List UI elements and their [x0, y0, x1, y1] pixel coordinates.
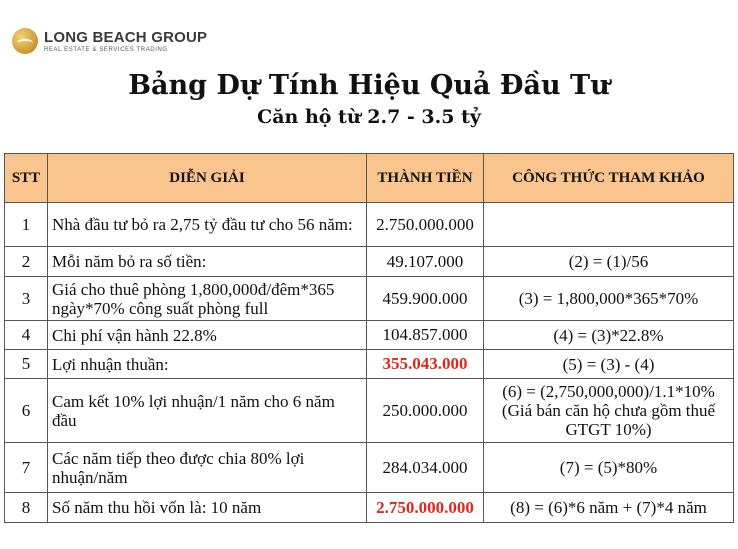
table-row	[5, 379, 734, 443]
row-desc: Cam kết 10% lợi nhuận/1 năm cho 6 năm đầu	[48, 379, 367, 443]
row-formula: (8) = (6)*6 năm + (7)*4 năm	[484, 493, 734, 523]
row-stt: 6	[5, 379, 48, 443]
row-formula: (2) = (1)/56	[484, 247, 734, 277]
row-stt: 1	[5, 203, 48, 247]
row-stt: 4	[5, 321, 48, 350]
row-stt: 7	[5, 443, 48, 493]
table-row	[5, 443, 734, 493]
table-row	[5, 277, 734, 321]
table-row	[5, 321, 734, 350]
row-amount: 2.750.000.000	[367, 203, 484, 247]
row-desc: Số năm thu hồi vốn là: 10 năm	[48, 493, 367, 523]
table-header-row	[5, 154, 734, 203]
row-amount: 104.857.000	[367, 321, 484, 350]
row-amount: 49.107.000	[367, 247, 484, 277]
row-desc: Nhà đầu tư bỏ ra 2,75 tỷ đầu tư cho 56 năm:	[48, 203, 367, 247]
header-formula: CÔNG THỨC THAM KHẢO	[484, 154, 734, 203]
row-formula: (7) = (5)*80%	[484, 443, 734, 493]
row-stt: 5	[5, 350, 48, 379]
row-formula: (4) = (3)*22.8%	[484, 321, 734, 350]
row-desc: Các năm tiếp theo được chia 80% lợi nhuận/năm	[48, 443, 367, 493]
page-subtitle: Căn hộ từ 2.7 - 3.5 tỷ	[257, 106, 481, 128]
header-desc: DIỄN GIẢI	[48, 154, 367, 203]
row-formula: (6) = (2,750,000,000)/1.1*10% (Giá bán căn hộ chưa gồm thuế GTGT 10%)	[484, 379, 734, 443]
row-desc: Mỗi năm bỏ ra số tiền:	[48, 247, 367, 277]
table-row	[5, 203, 734, 247]
row-formula: (5) = (3) - (4)	[484, 350, 734, 379]
header-stt: STT	[5, 154, 48, 203]
row-amount-highlight: 2.750.000.000	[367, 493, 484, 523]
logo-tagline: REAL ESTATE & SERVICES TRADING	[44, 46, 168, 53]
row-formula	[484, 203, 734, 247]
logo	[12, 28, 207, 54]
row-formula: (3) = 1,800,000*365*70%	[484, 277, 734, 321]
page-title: Bảng Dự Tính Hiệu Quả Đầu Tư	[128, 70, 610, 101]
row-amount: 284.034.000	[367, 443, 484, 493]
row-amount: 250.000.000	[367, 379, 484, 443]
row-amount: 459.900.000	[367, 277, 484, 321]
row-stt: 2	[5, 247, 48, 277]
table-row	[5, 247, 734, 277]
row-desc: Chi phí vận hành 22.8%	[48, 321, 367, 350]
logo-icon	[12, 28, 38, 54]
row-desc: Giá cho thuê phòng 1,800,000đ/đêm*365 ngày*70% công suất phòng full	[48, 277, 367, 321]
logo-name: LONG BEACH GROUP	[44, 28, 208, 46]
row-stt: 3	[5, 277, 48, 321]
row-stt: 8	[5, 493, 48, 523]
table-row	[5, 493, 734, 523]
table-row	[5, 350, 734, 379]
header-amount: THÀNH TIỀN	[367, 154, 484, 203]
investment-table	[4, 153, 734, 523]
row-desc: Lợi nhuận thuần:	[48, 350, 367, 379]
row-amount-highlight: 355.043.000	[367, 350, 484, 379]
